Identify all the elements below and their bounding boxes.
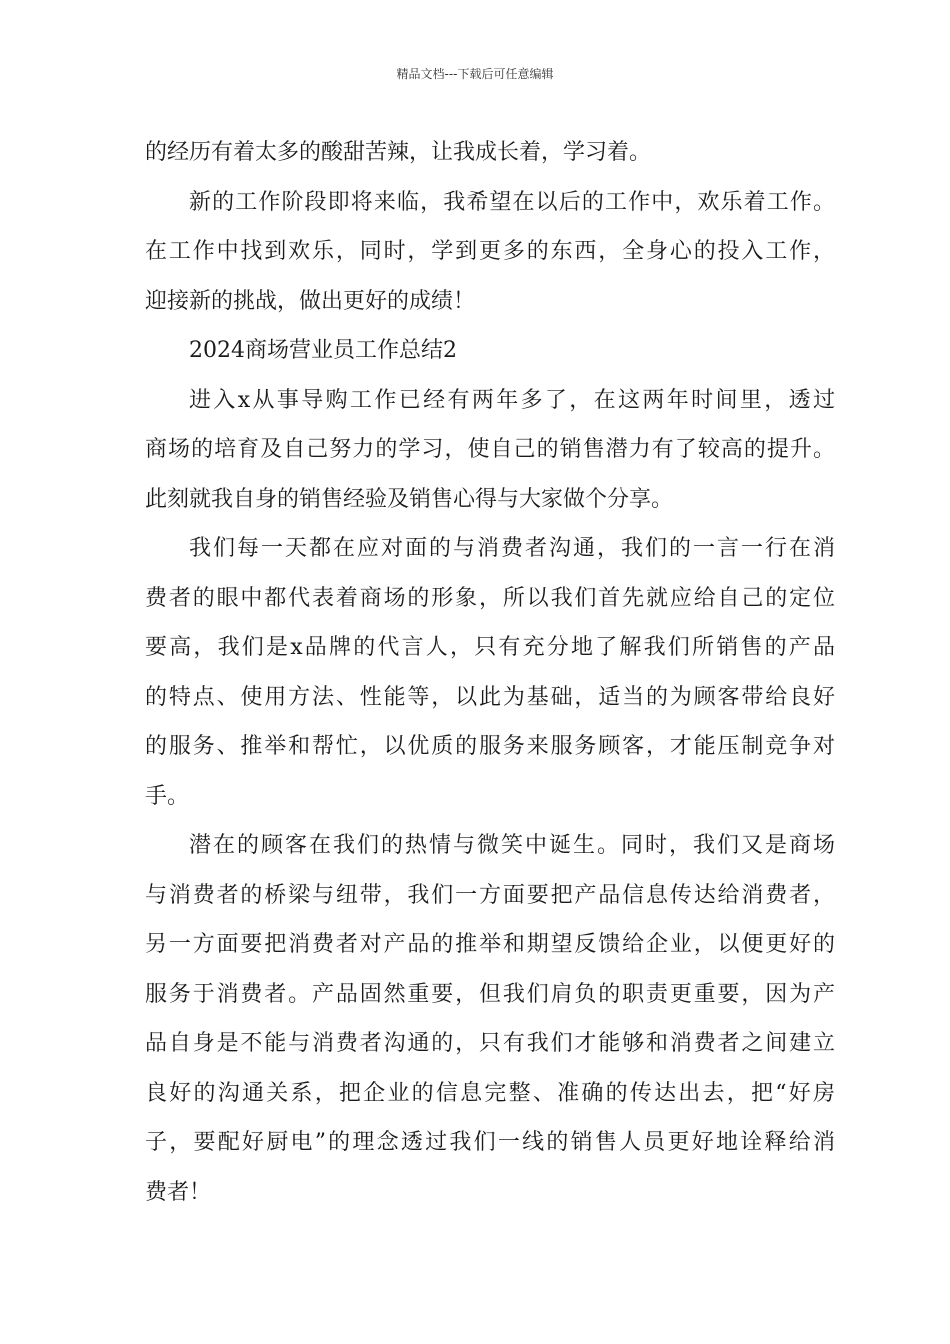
text-line: 的特点、使用方法、性能等，以此为基础，适当的为顾客带给良好 <box>145 684 835 710</box>
text-line: 费者！ <box>145 1179 212 1205</box>
text-line: 此刻就我自身的销售经验及销售心得与大家做个分享。 <box>145 486 674 512</box>
text-line: 要高，我们是x品牌的代言人，只有充分地了解我们所销售的产品 <box>145 635 835 660</box>
text-line: 良好的沟通关系，把企业的信息完整、准确的传达出去，把“好房 <box>145 1080 835 1106</box>
text-line: 服务于消费者。产品固然重要，但我们肩负的职责更重要，因为产 <box>145 981 835 1007</box>
text-line: 子，要配好厨电”的理念透过我们一线的销售人员更好地诠释给消 <box>145 1130 835 1155</box>
text-line: 手。 <box>145 783 190 809</box>
text-line: 潜在的顾客在我们的热情与微笑中诞生。同时，我们又是商场 <box>189 833 835 858</box>
text-line: 品自身是不能与消费者沟通的，只有我们才能够和消费者之间建立 <box>145 1031 835 1056</box>
text-line: 在工作中找到欢乐，同时，学到更多的东西，全身心的投入工作， <box>145 239 835 264</box>
text-line: 进入x从事导购工作已经有两年多了，在这两年时间里，透过 <box>189 387 835 413</box>
text-line: 新的工作阶段即将来临，我希望在以后的工作中，欢乐着工作。 <box>189 189 835 215</box>
document-body <box>145 128 835 1217</box>
text-line: 的经历有着太多的酸甜苦辣，让我成长着，学习着。 <box>145 140 652 165</box>
text-line: 费者的眼中都代表着商场的形象，所以我们首先就应给自己的定位 <box>145 585 835 611</box>
text-line: 另一方面要把消费者对产品的推举和期望反馈给企业，以便更好的 <box>145 932 835 957</box>
text-line: 的服务、推举和帮忙，以优质的服务来服务顾客，才能压制竞争对 <box>145 734 835 759</box>
text-line: 我们每一天都在应对面的与消费者沟通，我们的一言一行在消 <box>189 536 835 561</box>
page-header: 精品文档---下载后可任意编辑 <box>396 67 554 81</box>
text-line: 迎接新的挑战，做出更好的成绩！ <box>145 288 476 314</box>
text-line: 与消费者的桥梁与纽带，我们一方面要把产品信息传达给消费者， <box>145 882 835 908</box>
section-heading: 2024商场营业员工作总结2 <box>189 338 457 363</box>
text-line: 商场的培育及自己努力的学习，使自己的销售潜力有了较高的提升。 <box>145 437 835 462</box>
